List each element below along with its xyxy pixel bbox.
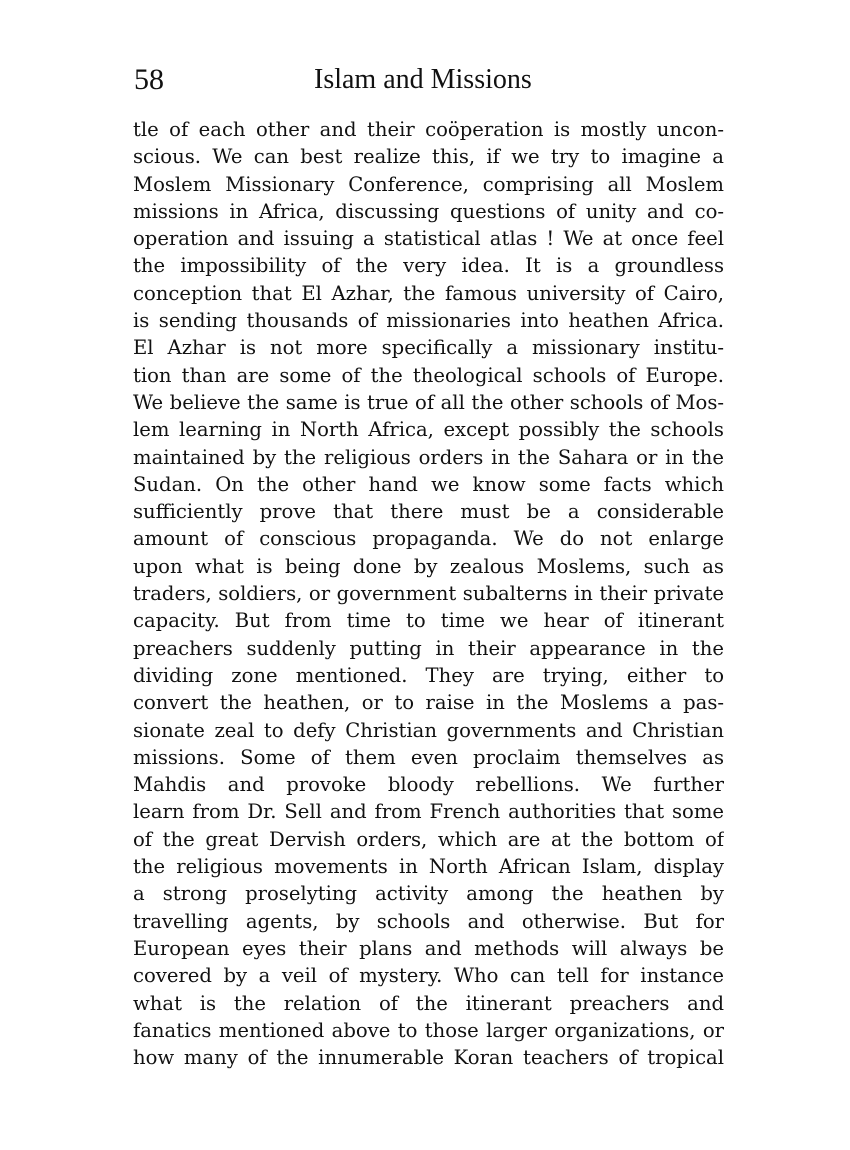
running-title: Islam and Missions <box>314 64 532 95</box>
text-line: scious. We can best realize this, if we try to imagine a <box>133 145 724 169</box>
text-line: Mahdis and provoke bloody rebellions. We further <box>133 773 724 797</box>
text-line: a strong proselyting activity among the heathen by <box>133 882 724 906</box>
text-line: missions in Africa, discussing questions of unity and co- <box>133 199 724 223</box>
text-line: capacity. But from time to time we hear of itinerant <box>133 609 724 633</box>
body-text <box>133 116 724 1071</box>
text-line: Sudan. On the other hand we know some facts which <box>133 472 724 496</box>
running-head <box>134 62 724 102</box>
text-line: tle of each other and their coöperation is mostly uncon- <box>133 118 724 141</box>
text-line: European eyes their plans and methods will always be <box>133 936 724 960</box>
text-line: what is the relation of the itinerant preachers and <box>133 991 724 1015</box>
text-line: how many of the innumerable Koran teachers of tropical <box>133 1046 724 1070</box>
text-line: dividing zone mentioned. They are trying, either to <box>133 663 724 687</box>
text-line: Moslem Missionary Conference, comprising all Moslem <box>133 172 724 196</box>
text-line: We believe the same is true of all the other schools of Mos- <box>133 390 724 414</box>
text-line: fanatics mentioned above to those larger organizations, or <box>133 1018 724 1042</box>
text-line: conception that El Azhar, the famous university of Cairo, <box>133 281 724 305</box>
text-line: sufficiently prove that there must be a considerable <box>133 500 724 524</box>
text-line: the religious movements in North African Islam, display <box>133 855 724 879</box>
text-line: operation and issuing a statistical atlas ! We at once feel <box>133 227 724 251</box>
text-line: covered by a veil of mystery. Who can tell for instance <box>133 964 724 988</box>
text-line: preachers suddenly putting in their appearance in the <box>133 636 724 660</box>
text-line: traders, soldiers, or government subalterns in their private <box>133 582 724 606</box>
text-line: missions. Some of them even proclaim themselves as <box>133 745 724 769</box>
text-line: maintained by the religious orders in the Sahara or in the <box>133 445 724 469</box>
text-line: sionate zeal to defy Christian governments and Christian <box>133 718 724 742</box>
text-line: of the great Dervish orders, which are at the bottom of <box>133 827 724 851</box>
text-line: upon what is being done by zealous Moslems, such as <box>133 554 724 578</box>
text-line: is sending thousands of missionaries into heathen Africa. <box>133 309 724 333</box>
text-line: convert the heathen, or to raise in the Moslems a pas- <box>133 691 724 715</box>
text-line: learn from Dr. Sell and from French authorities that some <box>133 800 724 824</box>
text-line: lem learning in North Africa, except possibly the schools <box>133 418 724 442</box>
text-line: the impossibility of the very idea. It is a groundless <box>133 254 724 278</box>
text-line: travelling agents, by schools and otherwise. But for <box>133 909 724 933</box>
text-line: amount of conscious propaganda. We do not enlarge <box>133 527 724 551</box>
page-number: 58 <box>134 63 164 96</box>
text-line: tion than are some of the theological schools of Europe. <box>133 363 724 387</box>
text-line: El Azhar is not more specifically a missionary institu- <box>133 336 724 360</box>
